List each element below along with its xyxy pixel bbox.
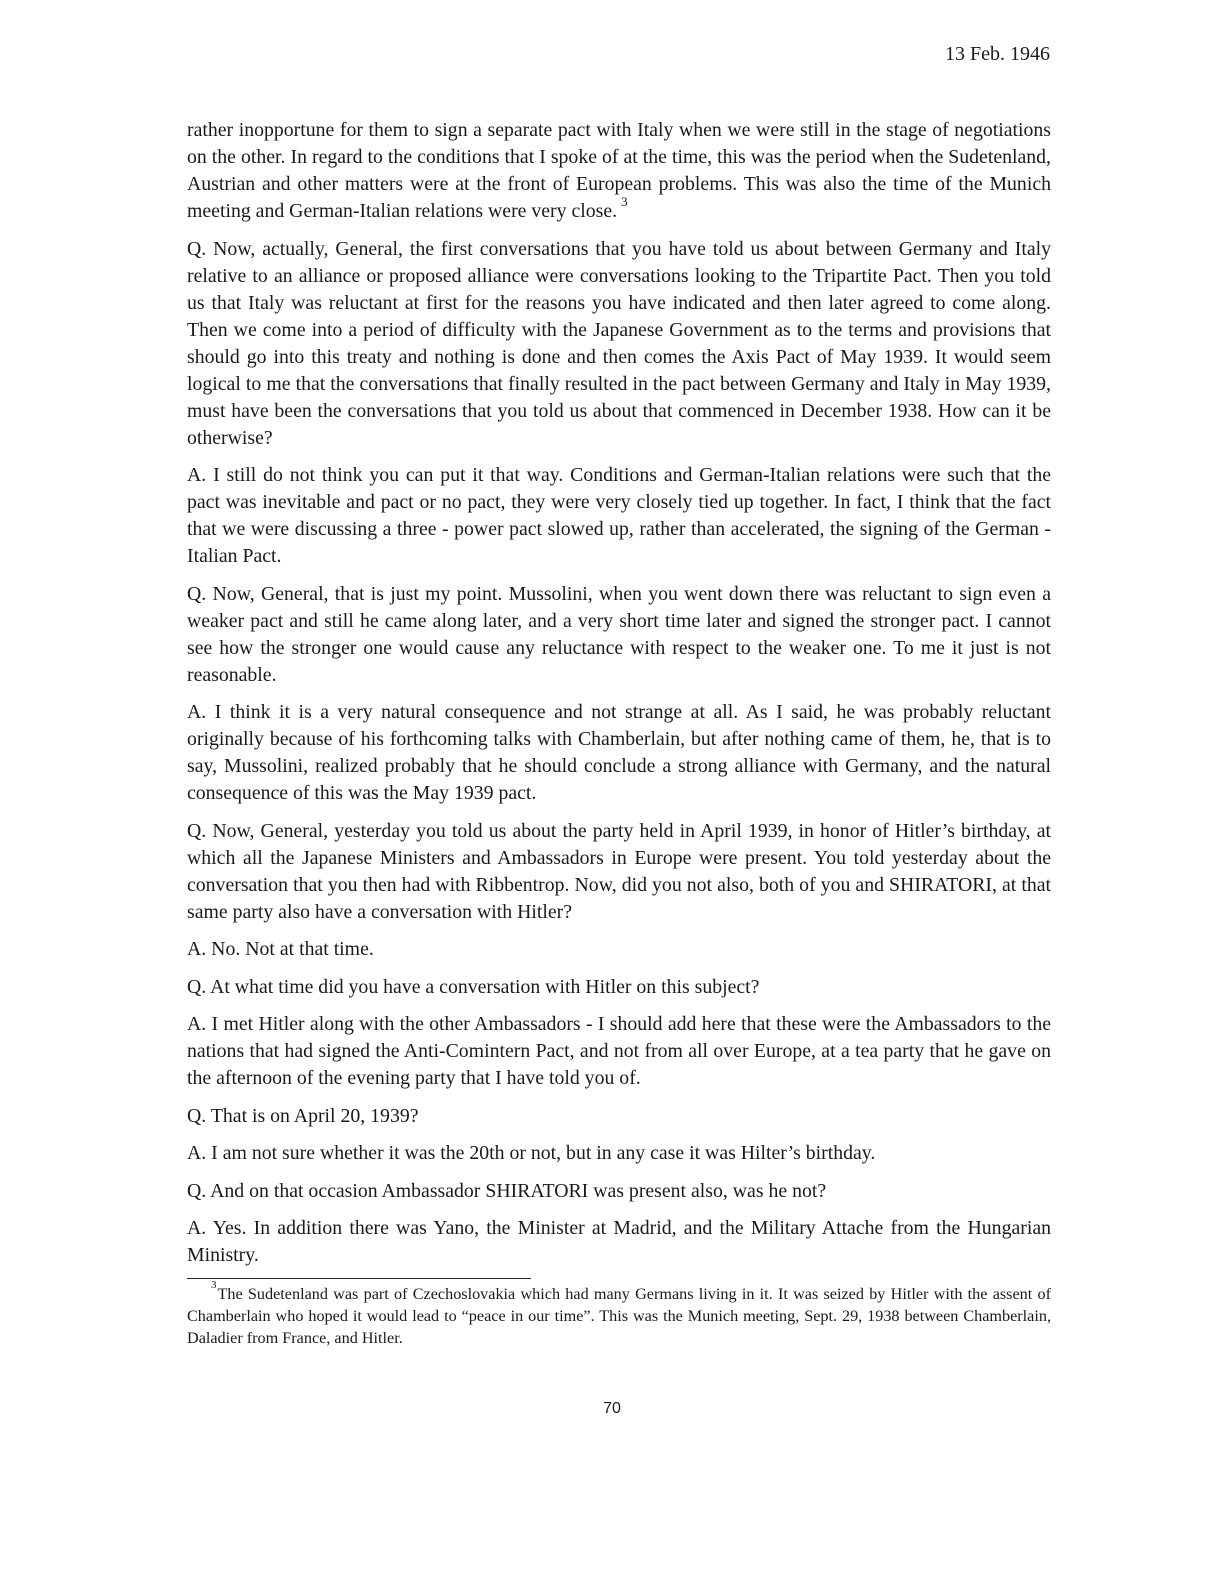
paragraph-text: rather inopportune for them to sign a separate pact with Italy when we were still in the stage of negotiations on the other. In regard to the conditions that I spoke of at the time, this was the period when the Sudetenland, Austrian and other matters were at the front of European problems. This was also the time of the Munich meeting and German-Italian relations were very close. xyxy=(187,119,1051,222)
footnote-text: The Sudetenland was part of Czechoslovakia which had many Germans living in it. It was seized by Hitler with the assent of Chamberlain who hoped it would lead to “peace in our time”. This was the Munich meeting, Sept. 29, 1938 between Chamberlain, Daladier from France, and Hitler. xyxy=(187,1285,1051,1347)
paragraph: A. I met Hitler along with the other Ambassadors - I should add here that these were the Ambassadors to the nations that had signed the Anti-Comintern Pact, and not from all over Europe, at a tea party that he gave on the afternoon of the evening party that I have told you of. xyxy=(187,1013,1051,1089)
paragraph: A. I still do not think you can put it that way. Conditions and German-Italian relations were such that the pact was inevitable and pact or no pact, they were very closely tied up together. In fact, I think that the fact that we were discussing a three - power pact slowed up, rather than accelerated, the signing of the German - Italian Pact. xyxy=(187,464,1051,567)
paragraph: Q. At what time did you have a conversation with Hitler on this subject? xyxy=(187,975,760,998)
paragraph: A. No. Not at that time. xyxy=(187,938,374,960)
paragraph: Q. Now, General, that is just my point. Mussolini, when you went down there was reluctant to sign even a weaker pact and still he came along later, and a very short time later and signed the stronger pact. I cannot see how the stronger one would cause any reluctance with respect to the weaker one. To me it just is not reasonable. xyxy=(187,582,1051,686)
footnote xyxy=(187,1278,1051,1349)
footnote-reference: 3 xyxy=(621,194,628,210)
transcript-body xyxy=(187,117,1051,1280)
footnote-divider xyxy=(187,1278,531,1279)
footnote-marker: 3 xyxy=(211,1278,217,1291)
paragraph: Q. And on that occasion Ambassador SHIRATORI was present also, was he not? xyxy=(187,1179,827,1202)
page-date: 13 Feb. 1946 xyxy=(945,43,1050,65)
paragraph: Q. That is on April 20, 1939? xyxy=(187,1104,419,1127)
paragraph: A. I think it is a very natural consequence and not strange at all. As I said, he was probably reluctant originally because of his forthcoming talks with Chamberlain, but after nothing came of them, he, that is to say, Mussolini, realized probably that he should conclude a strong alliance with Germany, and the natural consequence of this was the May 1939 pact. xyxy=(187,701,1051,804)
paragraph: Q. Now, General, yesterday you told us about the party held in April 1939, in honor of Hitler’s birthday, at which all the Japanese Ministers and Ambassadors in Europe were present. You told yesterday about the conversation that you then had with Ribbentrop. Now, did you not also, both of you and SHIRATORI, at that same party also have a conversation with Hitler? xyxy=(187,819,1051,923)
paragraph: Q. Now, actually, General, the first conversations that you have told us about between Germany and Italy relative to an alliance or proposed alliance were conversations looking to the Tripartite Pact. Then you told us that Italy was reluctant at first for the reasons you have indicated and then later agreed to come along. Then we come into a period of difficulty with the Japanese Government as to the terms and provisions that should go into this treaty and nothing is done and then comes the Axis Pact of May 1939. It would seem logical to me that the conversations that finally resulted in the pact between Germany and Italy in May 1939, must have been the conversations that you told us about that commenced in December 1938. How can it be otherwise? xyxy=(187,237,1051,449)
page-number: 70 xyxy=(603,1400,621,1417)
paragraph xyxy=(187,117,1051,225)
paragraph: A. I am not sure whether it was the 20th or not, but in any case it was Hilter’s birthday. xyxy=(187,1142,876,1164)
paragraph: A. Yes. In addition there was Yano, the Minister at Madrid, and the Military Attache from the Hungarian Ministry. xyxy=(187,1217,1051,1266)
